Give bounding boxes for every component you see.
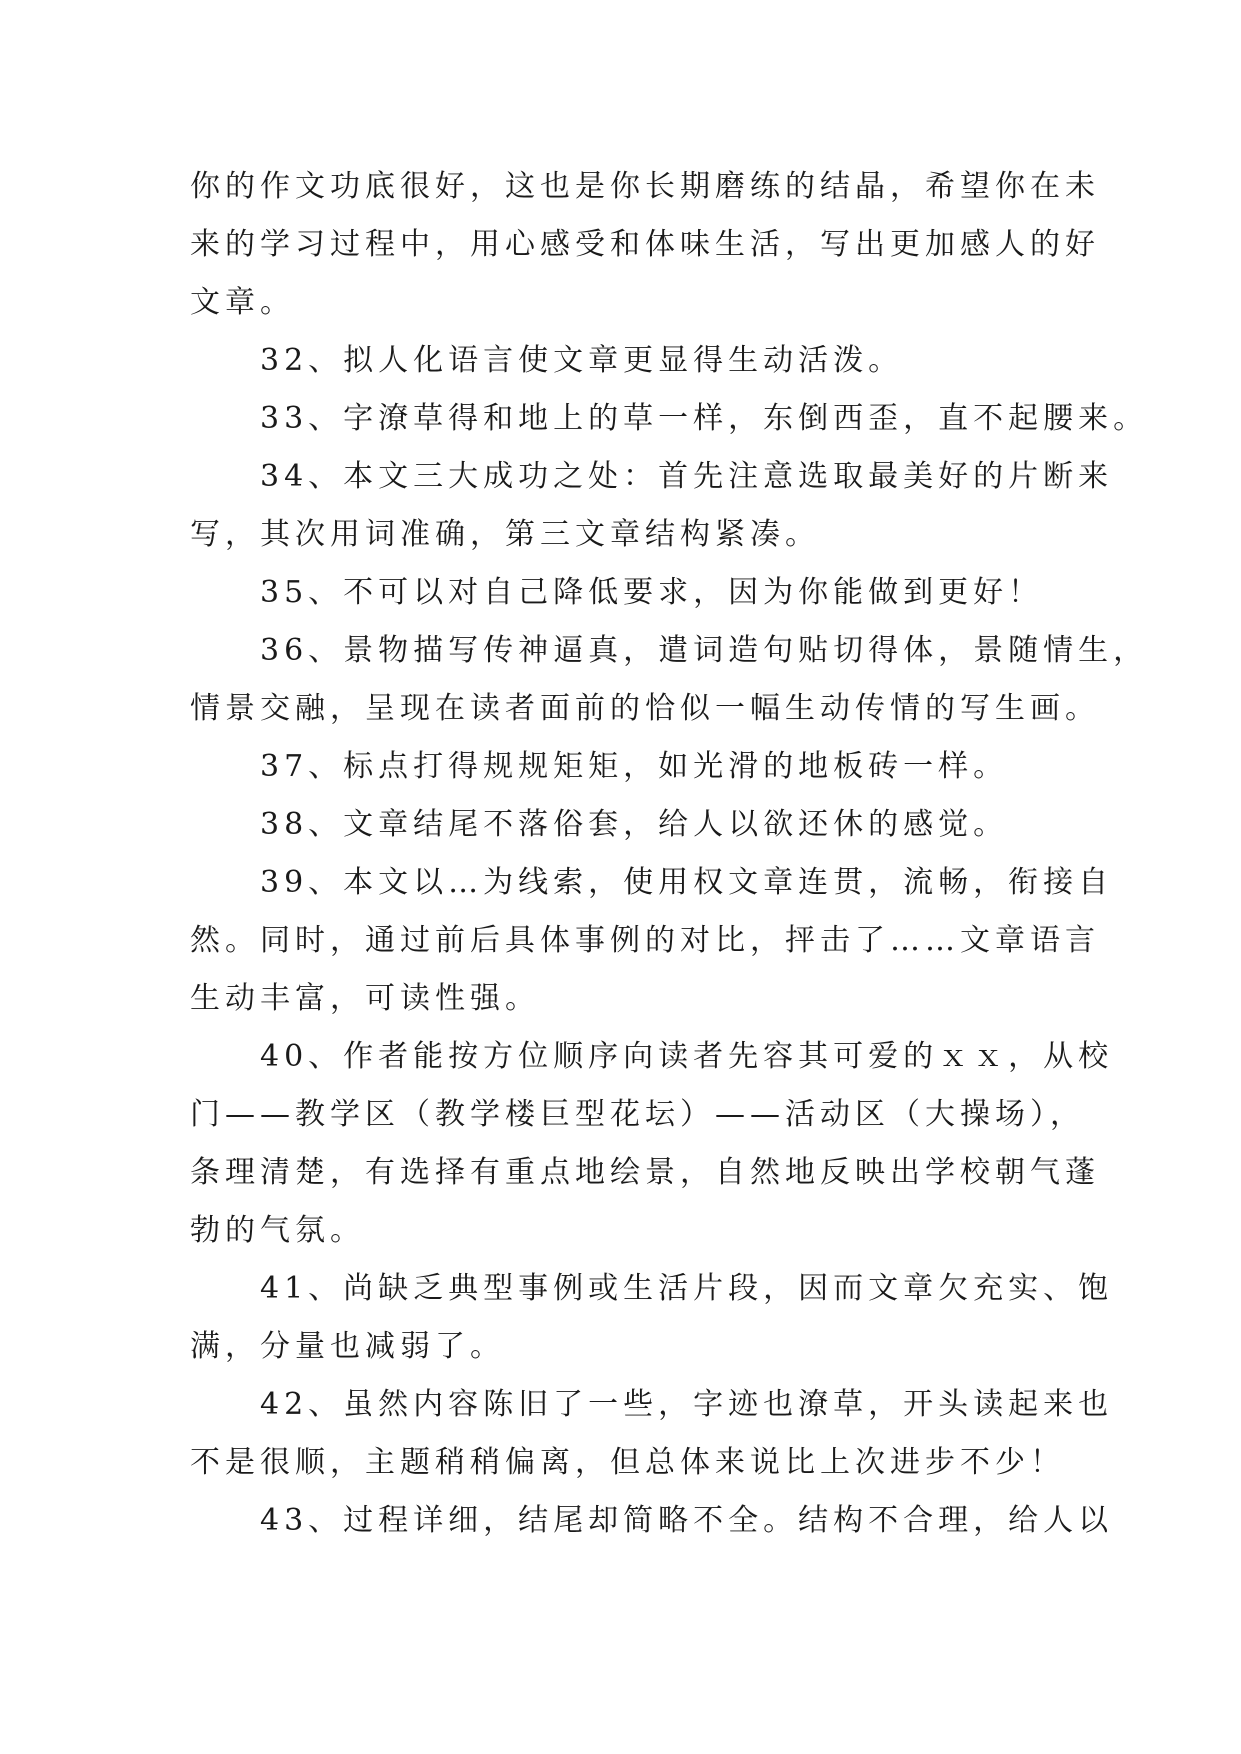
text-line: 然。同时，通过前后具体事例的对比，抨击了……文章语言 <box>190 923 1100 958</box>
text-line: 36、景物描写传神逼真，遣词造句贴切得体，景随情生， <box>190 633 1149 668</box>
document-body <box>190 158 1149 1550</box>
text-line: 门——教学区（教学楼巨型花坛）——活动区（大操场）， <box>190 1097 1085 1132</box>
text-line: 35、不可以对自己降低要求，因为你能做到更好！ <box>190 575 1044 610</box>
text-line: 39、本文以…为线索，使用权文章连贯，流畅，衔接自 <box>190 865 1114 900</box>
text-line: 条理清楚，有选择有重点地绘景，自然地反映出学校朝气蓬 <box>190 1155 1100 1190</box>
text-line: 33、字潦草得和地上的草一样，东倒西歪，直不起腰来。 <box>190 401 1149 436</box>
text-line: 41、尚缺乏典型事例或生活片段，因而文章欠充实、饱 <box>190 1271 1114 1306</box>
text-line: 37、标点打得规规矩矩，如光滑的地板砖一样。 <box>190 749 1009 784</box>
text-line: 来的学习过程中，用心感受和体味生活，写出更加感人的好 <box>190 227 1100 262</box>
text-line: 文章。 <box>190 285 295 320</box>
text-line: 满，分量也减弱了。 <box>190 1329 505 1364</box>
text-line: 不是很顺，主题稍稍偏离，但总体来说比上次进步不少！ <box>190 1445 1065 1480</box>
text-line: 你的作文功底很好，这也是你长期磨练的结晶，希望你在未 <box>190 169 1100 204</box>
text-line: 38、文章结尾不落俗套，给人以欲还休的感觉。 <box>190 807 1009 842</box>
text-line: 32、拟人化语言使文章更显得生动活泼。 <box>190 343 904 378</box>
text-line: 40、作者能按方位顺序向读者先容其可爱的ｘｘ，从校 <box>190 1039 1114 1074</box>
text-line: 34、本文三大成功之处：首先注意选取最美好的片断来 <box>190 459 1114 494</box>
text-line: 写，其次用词准确，第三文章结构紧凑。 <box>190 517 820 552</box>
text-line: 勃的气氛。 <box>190 1213 365 1248</box>
text-line: 生动丰富，可读性强。 <box>190 981 540 1016</box>
text-line: 42、虽然内容陈旧了一些，字迹也潦草，开头读起来也 <box>190 1387 1114 1422</box>
text-line: 情景交融，呈现在读者面前的恰似一幅生动传情的写生画。 <box>190 691 1100 726</box>
text-line: 43、过程详细，结尾却简略不全。结构不合理，给人以 <box>190 1503 1114 1538</box>
